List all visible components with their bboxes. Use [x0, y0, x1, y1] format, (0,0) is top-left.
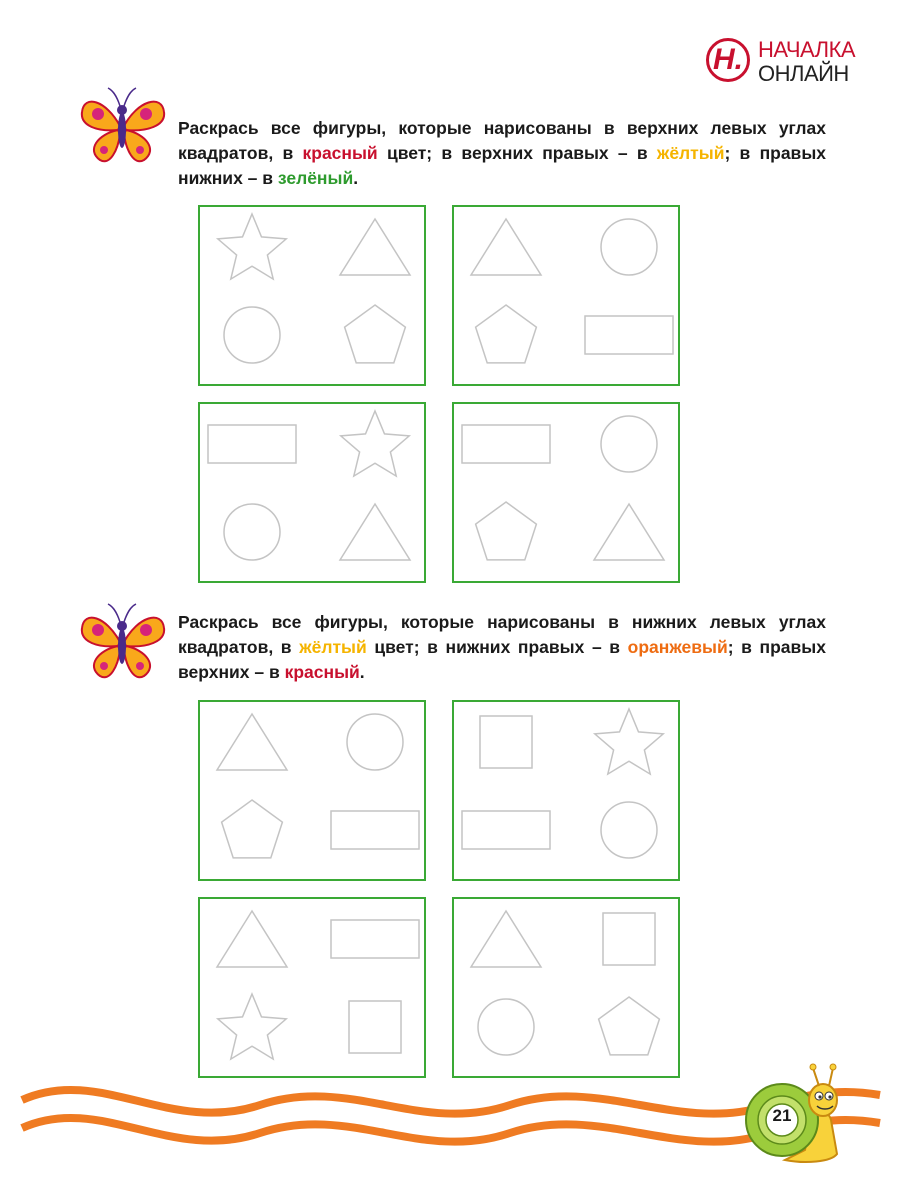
logo-letter: Н.	[713, 43, 743, 76]
rectangle-shape-top-right[interactable]	[331, 920, 419, 958]
butterfly-icon	[76, 80, 168, 172]
pentagon-shape-bottom-right[interactable]	[599, 997, 660, 1055]
rectangle-shape-top-left[interactable]	[462, 425, 550, 463]
circle-shape-top-right[interactable]	[347, 714, 403, 770]
shapes-canvas	[454, 207, 678, 384]
shape-box	[198, 402, 426, 583]
triangle-shape-top-right[interactable]	[340, 219, 410, 275]
rectangle-shape-bottom-left[interactable]	[462, 811, 550, 849]
pentagon-shape-bottom-left[interactable]	[476, 305, 537, 363]
circle-shape-bottom-left[interactable]	[478, 999, 534, 1055]
square-shape-top-right[interactable]	[603, 913, 655, 965]
logo-line-1: НАЧАЛКА	[758, 37, 856, 62]
shape-box	[198, 700, 426, 881]
shape-box	[452, 205, 680, 386]
star-shape-top-right[interactable]	[595, 709, 663, 774]
shape-box	[452, 700, 680, 881]
triangle-shape-bottom-right[interactable]	[340, 504, 410, 560]
triangle-shape-top-left[interactable]	[471, 911, 541, 967]
triangle-shape-top-left[interactable]	[217, 911, 287, 967]
shape-box	[452, 402, 680, 583]
butterfly-icon	[76, 596, 168, 688]
shapes-canvas	[200, 207, 424, 384]
triangle-shape-top-left[interactable]	[471, 219, 541, 275]
shape-box	[198, 205, 426, 386]
shapes-canvas	[200, 702, 424, 879]
shape-box	[198, 897, 426, 1078]
shapes-canvas	[454, 702, 678, 879]
shapes-canvas	[200, 899, 424, 1076]
rectangle-shape-bottom-right[interactable]	[331, 811, 419, 849]
star-shape-bottom-left[interactable]	[218, 994, 286, 1059]
triangle-shape-bottom-right[interactable]	[594, 504, 664, 560]
circle-shape-top-right[interactable]	[601, 219, 657, 275]
logo	[706, 36, 856, 88]
shapes-canvas	[200, 404, 424, 581]
task-2-instructions: Раскрась все фигуры, которые нарисованы в нижних левых углах квадратов, в жёлтый цвет; в нижних правых – в оранжевый; в правых верхних – в красный.	[178, 612, 826, 682]
circle-shape-bottom-right[interactable]	[601, 802, 657, 858]
rectangle-shape-bottom-right[interactable]	[585, 316, 673, 354]
triangle-shape-top-left[interactable]	[217, 714, 287, 770]
circle-shape-top-right[interactable]	[601, 416, 657, 472]
square-shape-bottom-right[interactable]	[349, 1001, 401, 1053]
circle-shape-bottom-left[interactable]	[224, 504, 280, 560]
star-shape-top-right[interactable]	[341, 411, 409, 476]
square-shape-top-left[interactable]	[480, 716, 532, 768]
star-shape-top-left[interactable]	[218, 214, 286, 279]
shapes-canvas	[454, 404, 678, 581]
shapes-canvas	[454, 899, 678, 1076]
pentagon-shape-bottom-left[interactable]	[222, 800, 283, 858]
task-1-instructions: Раскрась все фигуры, которые нарисованы в верхних левых углах квадратов, в красный цвет; в верхних правых – в жёлтый; в правых нижних – в зелёный.	[178, 118, 826, 188]
logo-line-2: ОНЛАЙН	[758, 61, 849, 86]
shape-box	[452, 897, 680, 1078]
page-number: 21	[772, 1106, 792, 1125]
pentagon-shape-bottom-left[interactable]	[476, 502, 537, 560]
circle-shape-bottom-left[interactable]	[224, 307, 280, 363]
pentagon-shape-bottom-right[interactable]	[345, 305, 406, 363]
rectangle-shape-top-left[interactable]	[208, 425, 296, 463]
